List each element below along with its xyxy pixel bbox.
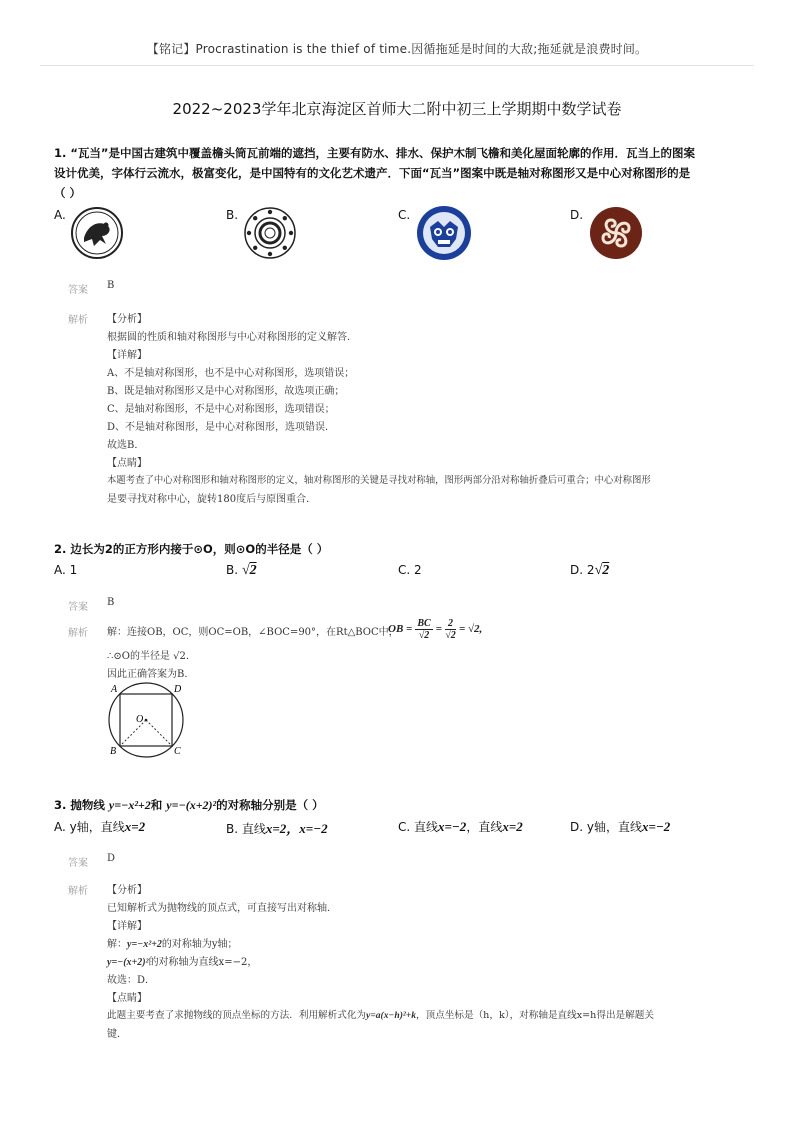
q3-stem-formula1: y=−x²+2 xyxy=(108,798,151,812)
q1-option-a-label: A. xyxy=(54,208,66,222)
q2-option-b-label: B. xyxy=(226,563,239,577)
q1-exp-line: C、是轴对称图形，不是中心对称图形，选项错误； xyxy=(107,404,335,415)
q1-option-c-tile-image xyxy=(416,205,472,261)
q2-option-a: A. 1 xyxy=(54,563,78,577)
q2-fig-label-b: B xyxy=(110,746,117,757)
q1-option-a-tile-image xyxy=(70,206,124,260)
q2-formula-fraction1: $\frac{BC}{√2}$ xyxy=(417,617,431,641)
q3-option-d xyxy=(570,818,670,835)
q3-option-b xyxy=(226,818,328,837)
q3-option-d-math: x=−2 xyxy=(641,819,671,834)
q2-exp-line2: ∴⊙O的半径是 √2． xyxy=(107,651,196,662)
q2-option-d-label: D. 2 xyxy=(570,563,595,577)
q2-analysis-label: 解析 xyxy=(68,628,88,639)
q2-formula-tail: = √2, xyxy=(458,623,483,635)
q1-analysis-label: 解析 xyxy=(68,315,88,326)
q3-option-b-math: x=2，x=−2 xyxy=(265,821,328,836)
q2-option-b-radical: √2 xyxy=(241,563,257,578)
q1-exp-line: 根据圆的性质和轴对称图形与中心对称图形的定义解答． xyxy=(107,332,357,343)
q1-exp-line: 【详解】 xyxy=(107,350,147,361)
q1-stem-line2: 设计优美，字体行云流水，极富变化，是中国特有的文化艺术遗产．下面“瓦当”图案中既是轴对称图形又是中心对称图形的是 xyxy=(54,166,691,180)
q2-fig-label-c: C xyxy=(174,746,181,757)
q1-option-b-tile-image xyxy=(243,206,297,260)
q3-stem xyxy=(54,797,324,813)
q3-exp-line: 故选：D． xyxy=(107,975,156,986)
q3-option-c-math1: x=−2 xyxy=(438,819,467,834)
q1-exp-line: B、既是轴对称图形又是中心对称图形，故选项正确； xyxy=(107,386,345,397)
q2-formula-fraction2: $\frac{2}{√2}$ xyxy=(445,617,456,641)
q3-option-a xyxy=(54,818,145,835)
header-divider xyxy=(40,65,754,66)
q3-option-a-math: x=2 xyxy=(124,819,146,834)
q3-exp-line: 解：y=−x²+2的对称轴为y轴； xyxy=(107,939,238,950)
q2-option-b xyxy=(226,563,257,579)
q1-exp-line: 本题考查了中心对称图形和轴对称图形的定义，轴对称图形的关键是寻找对称轴，图形两部分沿对称轴折叠后可重合；中心对称图形 xyxy=(107,475,651,486)
q3-exp-line: 键． xyxy=(107,1029,127,1040)
q1-option-b-label: B. xyxy=(226,208,239,222)
q3-stem-and: 和 xyxy=(150,798,167,812)
q1-answer-value: B xyxy=(107,280,115,291)
q1-exp-line: 【点睛】 xyxy=(107,458,147,469)
q1-stem-line1: 1. “瓦当”是中国古建筑中覆盖檐头筒瓦前端的遮挡，主要有防水、排水、保护木制飞檐和美化屋面轮廓的作用．瓦当上的图案 xyxy=(54,146,695,160)
q3-stem-formula2: y=−(x+2)² xyxy=(166,798,217,812)
q1-exp-line: 是要寻找对称中心，旋转180度后与原图重合． xyxy=(107,494,317,505)
q3-exp-math: y=−(x+2)² xyxy=(107,957,149,968)
q2-answer-value: B xyxy=(107,597,115,608)
q2-option-d xyxy=(570,563,609,579)
q3-exp-math: y=a(x−h)²+k xyxy=(366,1010,417,1021)
q2-exp-line3: 因此正确答案为B． xyxy=(107,669,195,680)
q1-option-d-tile-image xyxy=(589,206,643,260)
q2-fig-label-o: O xyxy=(136,714,144,725)
q3-option-c-text2: ，直线 xyxy=(466,820,503,834)
q1-exp-line: A、不是轴对称图形，也不是中心对称图形，选项错误； xyxy=(107,368,355,379)
q2-fig-label-d: D xyxy=(174,684,182,695)
q3-option-b-text: B. 直线 xyxy=(226,822,266,836)
q2-formula: OB = $\frac{BC}{√2}$ = $\frac{2}{√2}$ = √2, xyxy=(388,617,483,641)
q3-analysis-label: 解析 xyxy=(68,886,88,897)
q1-exp-line: 【分析】 xyxy=(107,314,147,325)
q2-option-c: C. 2 xyxy=(398,563,422,577)
q3-option-a-text: A. y轴，直线 xyxy=(54,820,125,834)
q1-option-d-label: D. xyxy=(570,208,584,222)
q1-stem-line3: （ ） xyxy=(54,186,82,200)
q3-exp-math: y=−x²+2 xyxy=(127,939,162,950)
q1-exp-line: 故选B． xyxy=(107,440,145,451)
q3-exp-line: 【分析】 xyxy=(107,885,147,896)
q2-stem: 2. 边长为2的正方形内接于⊙O，则⊙O的半径是（ ） xyxy=(54,542,329,556)
page-title: 2022~2023学年北京海淀区首师大二附中初三上学期期中数学试卷 xyxy=(172,100,622,118)
q2-fig-label-a: A xyxy=(111,684,118,695)
q3-exp-line: 【点睛】 xyxy=(107,993,147,1004)
q3-option-c-math2: x=2 xyxy=(502,819,523,834)
q1-option-c-label: C. xyxy=(398,208,411,222)
q2-answer-label: 答案 xyxy=(68,602,88,613)
header-motto: 【铭记】Procrastination is the thief of time.因循拖延是时间的大敌;拖延就是浪费时间。 xyxy=(146,42,648,56)
q1-answer-label: 答案 xyxy=(68,285,88,296)
q3-option-d-text: D. y轴，直线 xyxy=(570,820,642,834)
q3-exp-line: y=−(x+2)²的对称轴为直线x=−2， xyxy=(107,957,258,968)
q3-answer-value: D xyxy=(107,853,116,864)
q3-option-c-text: C. 直线 xyxy=(398,820,439,834)
q1-exp-line: D、不是轴对称图形，是中心对称图形，选项错误． xyxy=(107,422,336,433)
q2-formula-lhs: OB = xyxy=(388,623,413,635)
q3-exp-line: 此题主要考查了求抛物线的顶点坐标的方法．利用解析式化为y=a(x−h)²+k，顶点坐标是（h，k），对称轴是直线x=h得出是解题关 xyxy=(107,1010,654,1021)
q3-option-c xyxy=(398,818,523,835)
q3-exp-line: 【详解】 xyxy=(107,921,147,932)
q3-answer-label: 答案 xyxy=(68,858,88,869)
q2-option-d-radical: √2 xyxy=(594,563,610,578)
q3-exp-line: 已知解析式为抛物线的顶点式，可直接写出对称轴． xyxy=(107,903,337,914)
q2-exp-line1: 解：连接OB，OC，则OC=OB，∠BOC=90°，在Rt△BOC中， xyxy=(107,627,399,638)
q3-stem-suffix: 的对称轴分别是（ ） xyxy=(216,798,324,812)
q2-circle-square-figure xyxy=(104,680,188,760)
q3-stem-prefix: 3. 抛物线 xyxy=(54,798,109,812)
